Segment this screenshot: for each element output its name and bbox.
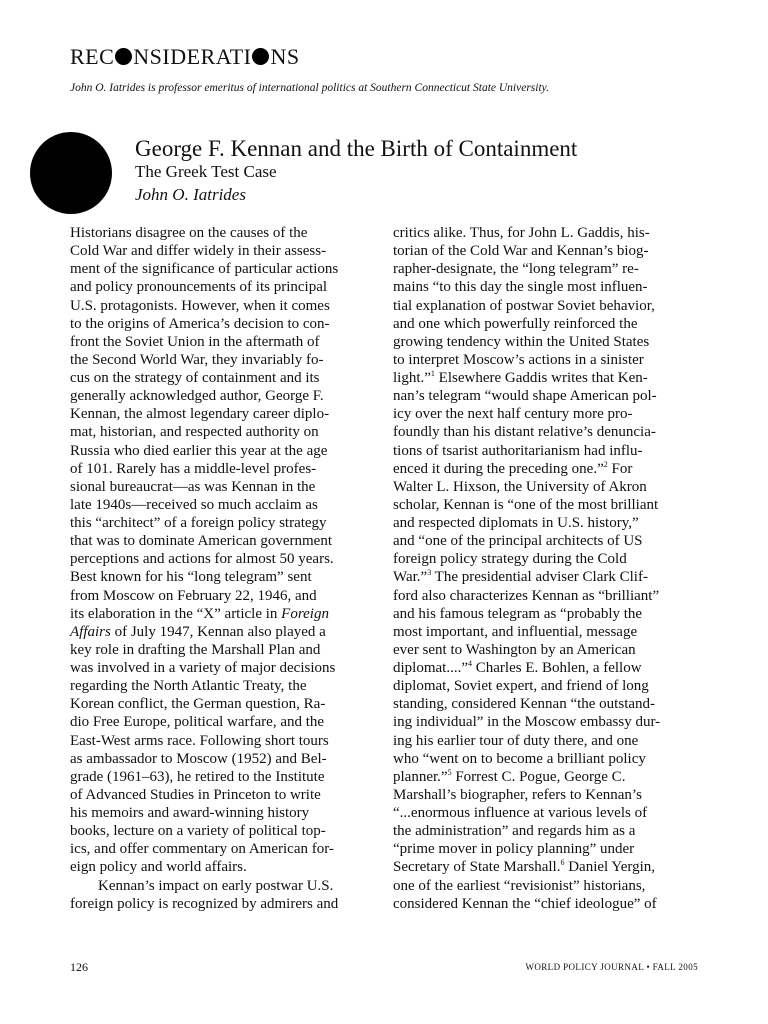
text-line: ing his earlier tour of duty there, and one xyxy=(393,732,639,749)
text-line: foreign policy strategy during the Cold xyxy=(393,551,627,568)
text-line: his memoirs and award-winning history xyxy=(70,805,310,821)
page-number: 126 xyxy=(70,960,88,974)
text-line: foundly than his distant relative’s denuncia- xyxy=(393,424,656,441)
text-line xyxy=(393,460,701,478)
text-line xyxy=(393,369,701,387)
section-header xyxy=(70,44,300,70)
text-line xyxy=(70,605,378,623)
text-line: U.S. protagonists. However, when it comes xyxy=(70,297,330,314)
text-line: rapher-designate, the “long telegram” re- xyxy=(393,261,639,278)
text-line: torian of the Cold War and Kennan’s biog- xyxy=(393,243,649,260)
text-line: ment of the significance of particular actions xyxy=(70,261,339,278)
text-line: ever sent to Washington by an American xyxy=(393,641,636,658)
article-subtitle: The Greek Test Case xyxy=(135,162,277,181)
text-line: this “architect” of a foreign policy strategy xyxy=(70,515,327,531)
header-dot-icon xyxy=(252,48,269,65)
text-line xyxy=(393,568,701,586)
text-line: who “went on to become a brilliant policy xyxy=(393,750,646,767)
text-line: generally acknowledged author, George F. xyxy=(70,388,324,405)
text-line: Historians disagree on the causes of the xyxy=(70,225,308,241)
text-line: and “one of the principal architects of US xyxy=(393,533,643,550)
text-line: regarding the North Atlantic Treaty, the xyxy=(70,678,307,695)
text-line xyxy=(393,659,701,677)
text-line: ics, and offer commentary on American for- xyxy=(70,841,334,858)
text-line: foreign policy is recognized by admirers and xyxy=(70,895,339,912)
text-segment: Forrest C. Pogue, George C. xyxy=(451,768,626,785)
text-line xyxy=(393,768,701,786)
text-segment: The presidential adviser Clark Clif- xyxy=(431,569,648,586)
text-line: scholar, Kennan is “one of the most brilliant xyxy=(393,496,659,513)
text-segment: War.” xyxy=(393,569,428,586)
text-line: Korean conflict, the German question, Ra- xyxy=(70,696,326,713)
journal-footer: WORLD POLICY JOURNAL • FALL 2005 xyxy=(525,962,698,972)
article-title: George F. Kennan and the Birth of Containment xyxy=(135,136,578,161)
text-line: and one which powerfully reinforced the xyxy=(393,315,638,332)
journal-name-italic: Foreign xyxy=(281,605,329,622)
text-line: grade (1961–63), he retired to the Institute xyxy=(70,768,325,785)
text-line: books, lecture on a variety of political top- xyxy=(70,823,326,840)
text-line: standing, considered Kennan “the outstand- xyxy=(393,696,656,713)
text-line: front the Soviet Union in the aftermath of xyxy=(70,333,320,350)
text-segment: enced it during the preceding one.” xyxy=(393,460,604,477)
text-line: mat, historian, and respected authority on xyxy=(70,424,319,441)
text-line: one of the earliest “revisionist” historians, xyxy=(393,877,646,894)
text-line: Kennan’s impact on early postwar U.S. xyxy=(98,877,334,894)
text-line: ford also characterizes Kennan as “brilliant” xyxy=(393,587,660,604)
right-column xyxy=(393,224,701,913)
text-line: late 1940s—received so much acclaim as xyxy=(70,496,318,513)
header-text-part2: NSIDERATI xyxy=(133,44,252,69)
text-line: diplomat, Soviet expert, and friend of long xyxy=(393,678,649,695)
text-line: mains “to this day the single most influen- xyxy=(393,279,648,296)
text-segment: its elaboration in the “X” article in xyxy=(70,605,282,622)
text-line: considered Kennan the “chief ideologue” of xyxy=(393,895,657,912)
text-line: eign policy and world affairs. xyxy=(70,859,247,876)
text-line: sional bureaucrat—as was Kennan in the xyxy=(70,478,316,495)
text-segment: For xyxy=(607,460,633,477)
text-line: to interpret Moscow’s actions in a sinister xyxy=(393,351,644,368)
text-line: that was to dominate American government xyxy=(70,533,333,550)
text-line: ing individual” in the Moscow embassy dur- xyxy=(393,714,661,731)
text-segment: of July 1947, Kennan also played a xyxy=(110,623,326,640)
text-segment: Charles E. Bohlen, a fellow xyxy=(472,660,642,676)
header-text-part3: NS xyxy=(270,44,300,69)
text-line: “prime mover in policy planning” under xyxy=(393,841,635,858)
text-line: East-West arms race. Following short tours xyxy=(70,732,329,749)
text-line: as ambassador to Moscow (1952) and Bel- xyxy=(70,750,327,767)
text-line: cus on the strategy of containment and its xyxy=(70,370,320,386)
text-line: growing tendency within the United States xyxy=(393,333,650,350)
text-line: Best known for his “long telegram” sent xyxy=(70,569,312,586)
footnote-marker: 3 xyxy=(427,568,432,578)
text-line: Marshall’s biographer, refers to Kennan’s xyxy=(393,786,642,803)
text-line xyxy=(70,623,378,641)
text-line: the Second World War, they invariably fo- xyxy=(70,351,324,368)
text-segment: planner.” xyxy=(393,768,448,785)
text-line: nan’s telegram “would shape American pol- xyxy=(393,388,657,405)
text-line: key role in drafting the Marshall Plan and xyxy=(70,641,321,658)
text-line: and his famous telegram as “probably the xyxy=(393,605,643,622)
article-author: John O. Iatrides xyxy=(135,185,246,204)
text-line: critics alike. Thus, for John L. Gaddis, his- xyxy=(393,225,650,241)
left-column xyxy=(70,224,378,913)
text-line: Kennan, the almost legendary career diplo- xyxy=(70,406,330,423)
text-line: Walter L. Hixson, the University of Akron xyxy=(393,478,647,495)
text-line: tial explanation of postwar Soviet behavior, xyxy=(393,297,655,314)
text-segment: Elsewhere Gaddis writes that Ken- xyxy=(434,370,648,386)
text-line: the administration” and regards him as a xyxy=(393,823,636,840)
text-line: of 101. Rarely has a middle-level profes- xyxy=(70,460,317,477)
footnote-marker: 5 xyxy=(447,767,452,777)
text-line: Cold War and differ widely in their assess- xyxy=(70,243,327,260)
circle-decoration-icon xyxy=(30,132,112,214)
text-line: perceptions and actions for almost 50 years. xyxy=(70,551,334,568)
text-line: and respected diplomats in U.S. history,” xyxy=(393,515,639,531)
text-line: tions of tsarist authoritarianism had influ- xyxy=(393,442,643,459)
header-text-part1: REC xyxy=(70,44,115,69)
footnote-marker: 6 xyxy=(560,858,565,868)
text-segment: light.” xyxy=(393,370,431,386)
footnote-marker: 4 xyxy=(468,659,472,668)
text-line: Russia who died earlier this year at the age xyxy=(70,442,328,459)
text-line: icy over the next half century more pro- xyxy=(393,406,633,423)
text-line: dio Free Europe, political warfare, and the xyxy=(70,714,325,731)
footnote-marker: 2 xyxy=(603,459,608,469)
journal-name-italic: Affairs xyxy=(70,623,111,640)
header-dot-icon xyxy=(115,48,132,65)
text-segment: Daniel Yergin, xyxy=(564,859,656,876)
text-line: of Advanced Studies in Princeton to write xyxy=(70,786,321,803)
text-segment: Secretary of State Marshall. xyxy=(393,859,561,876)
text-line: “...enormous influence at various levels of xyxy=(393,805,648,821)
author-note: John O. Iatrides is professor emeritus of international politics at Southern Connecticut State University. xyxy=(70,82,550,94)
footnote-marker: 1 xyxy=(430,369,435,378)
text-line: to the origins of America’s decision to con- xyxy=(70,315,330,332)
text-line: and policy pronouncements of its principal xyxy=(70,279,328,296)
text-line: most important, and influential, message xyxy=(393,623,638,640)
text-segment: diplomat....” xyxy=(393,660,468,676)
text-line: was involved in a variety of major decisions xyxy=(70,660,336,676)
text-line xyxy=(393,858,701,876)
text-line: from Moscow on February 22, 1946, and xyxy=(70,587,317,604)
